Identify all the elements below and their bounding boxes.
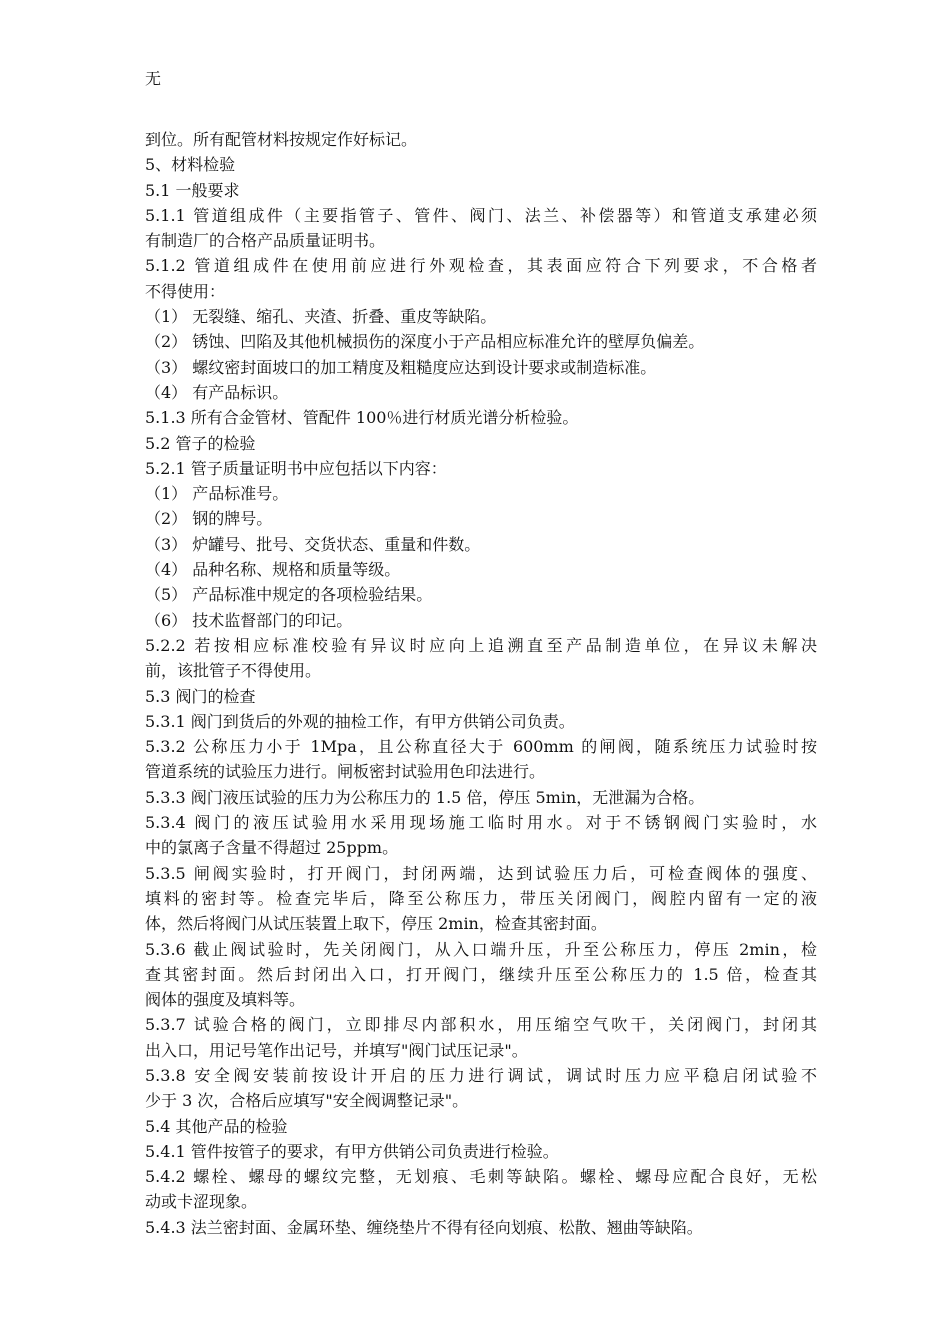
text-line: 动或卡涩现象。 [145, 1192, 258, 1212]
text-line: 5.3.7 试验合格的阀门，立即排尽内部积水，用压缩空气吹干，关闭阀门，封闭其 [145, 1015, 817, 1035]
text-line: 5.4.2 螺栓、螺母的螺纹完整，无划痕、毛刺等缺陷。螺栓、螺母应配合良好，无松 [145, 1167, 817, 1187]
text-line: 到位。所有配管材料按规定作好标记。 [145, 130, 418, 149]
text-line: 5.4.3 法兰密封面、金属环垫、缠绕垫片不得有径向划痕、松散、翘曲等缺陷。 [145, 1217, 703, 1237]
text-line: 查其密封面。然后封闭出入口，打开阀门，继续升压至公称压力的 1.5 倍，检查其 [145, 964, 817, 984]
document-body [145, 127, 817, 1240]
text-line: （6） 技术监督部门的印记。 [145, 610, 353, 630]
text-line: 体，然后将阀门从试压装置上取下，停压 2min，检查其密封面。 [145, 914, 607, 934]
text-line: 5.3.8 安全阀安装前按设计开启的压力进行调试，调试时压力应平稳启闭试验不 [145, 1065, 817, 1085]
text-line: 5.3.5 闸阀实验时，打开阀门，封闭两端，达到试验压力后，可检查阀体的强度、 [145, 863, 817, 883]
text-line: 5.3.3 阀门液压试验的压力为公称压力的 1.5 倍，停压 5min，无泄漏为合格。 [145, 787, 705, 807]
text-line: （3） 螺纹密封面坡口的加工精度及粗糙度应达到设计要求或制造标准。 [145, 357, 657, 377]
text-line: （1） 无裂缝、缩孔、夹渣、折叠、重皮等缺陷。 [145, 307, 497, 327]
text-line: 5.4.1 管件按管子的要求，有甲方供销公司负责进行检验。 [145, 1141, 559, 1161]
text-line: 5.3.6 截止阀试验时，先关闭阀门，从入口端升压，升至公称压力，停压 2min，检 [145, 939, 817, 959]
text-line: 5.4 其他产品的检验 [145, 1116, 288, 1136]
text-line: （2） 钢的牌号。 [145, 509, 273, 529]
text-line: 5.1 一般要求 [145, 180, 240, 200]
text-line: 出入口，用记号笔作出记号，并填写"阀门试压记录"。 [145, 1040, 528, 1060]
text-line: 5.3.4 阀门的液压试验用水采用现场施工临时用水。对于不锈钢阀门实验时，水 [145, 813, 817, 833]
text-line: 5.3.2 公称压力小于 1Mpa，且公称直径大于 600mm 的闸阀，随系统压力试验时按 [145, 737, 817, 757]
text-line: （2） 锈蚀、凹陷及其他机械损伤的深度小于产品相应标准允许的壁厚负偏差。 [145, 332, 705, 352]
text-line: 中的氯离子含量不得超过 25ppm。 [145, 838, 399, 858]
text-line: 填料的密封等。检查完毕后，降至公称压力，带压关闭阀门，阀腔内留有一定的液 [145, 888, 817, 908]
text-line: （1） 产品标准号。 [145, 484, 289, 504]
text-line: （5） 产品标准中规定的各项检验结果。 [145, 585, 433, 605]
text-line: 5、材料检验 [145, 155, 236, 175]
text-line: 5.3 阀门的检查 [145, 686, 256, 706]
text-line: 阀体的强度及填料等。 [145, 990, 306, 1010]
text-line: 少于 3 次，合格后应填写"安全阀调整记录"。 [145, 1091, 469, 1111]
text-line: 不得使用： [145, 281, 226, 301]
text-line: 有制造厂的合格产品质量证明书。 [145, 231, 386, 251]
text-line: （4） 有产品标识。 [145, 382, 289, 402]
text-line: 5.1.1 管道组成件（主要指管子、管件、阀门、法兰、补偿器等）和管道支承建必须 [145, 205, 817, 225]
text-line: 5.2 管子的检验 [145, 433, 256, 453]
text-line: （3） 炉罐号、批号、交货状态、重量和件数。 [145, 534, 481, 554]
text-line: 5.3.1 阀门到货后的外观的抽检工作，有甲方供销公司负责。 [145, 711, 575, 731]
text-line: 5.1.2 管道组成件在使用前应进行外观检查，其表面应符合下列要求，不合格者 [145, 256, 817, 276]
text-line: 5.1.3 所有合金管材、管配件 100％进行材质光谱分析检验。 [145, 408, 579, 428]
page-header: 无 [145, 69, 162, 88]
text-line: 管道系统的试验压力进行。闸板密封试验用色印法进行。 [145, 762, 546, 782]
text-line: 前，该批管子不得使用。 [145, 661, 322, 681]
text-line: （4） 品种名称、规格和质量等级。 [145, 560, 401, 580]
text-line: 5.2.2 若按相应标准校验有异议时应向上追溯直至产品制造单位，在异议未解决 [145, 635, 817, 655]
text-line: 5.2.1 管子质量证明书中应包括以下内容： [145, 458, 447, 478]
